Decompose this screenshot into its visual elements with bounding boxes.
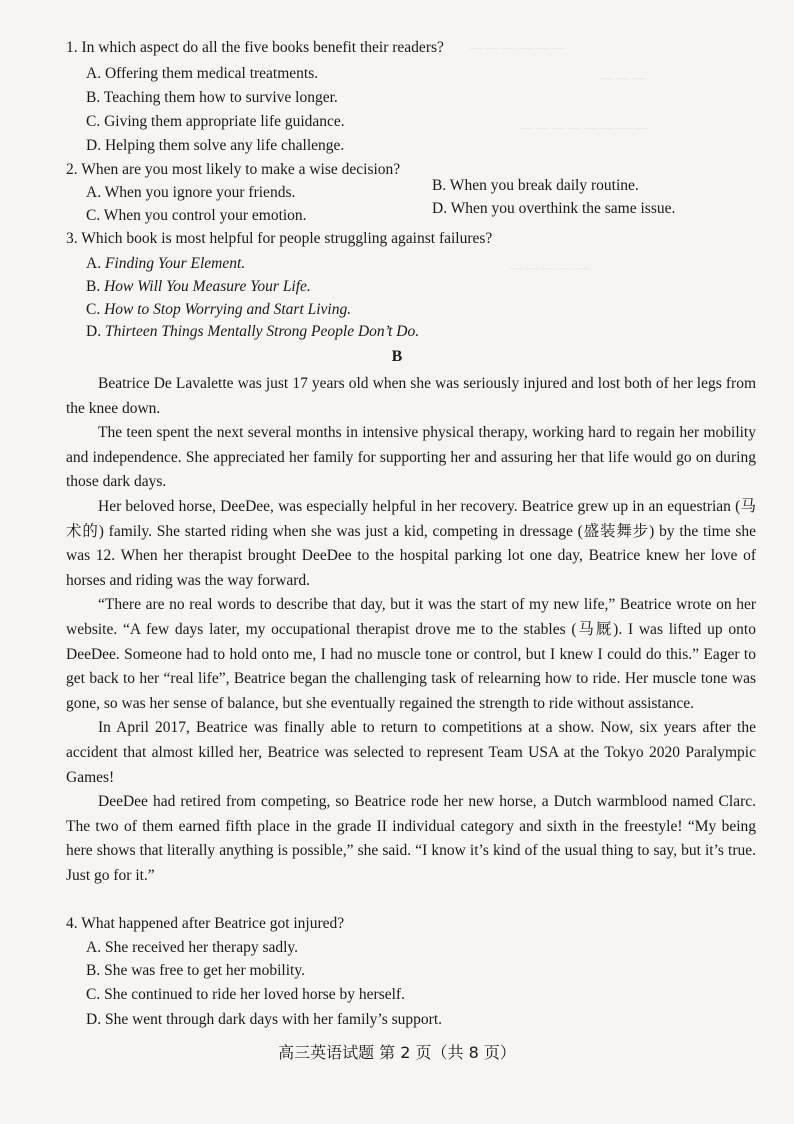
- question-3-option-b: [86, 277, 311, 297]
- bleed-through-mark: — — —: [600, 70, 646, 85]
- question-1-stem: 1. In which aspect do all the five books benefit their readers?: [66, 39, 444, 56]
- question-1-option-b: B. Teaching them how to survive longer.: [86, 89, 338, 106]
- bleed-through-mark: — — — — — — — —: [520, 120, 647, 135]
- question-2-option-d: D. When you overthink the same issue.: [432, 200, 676, 217]
- passage-paragraph: The teen spent the next several months in intensive physical therapy, working hard to regain her mobility and independence. She appreciated her family for supporting her and assuring her that life would go on during those dark days.: [66, 424, 756, 491]
- question-2-option-b: B. When you break daily routine.: [432, 177, 639, 194]
- passage-paragraph: In April 2017, Beatrice was finally able to return to competitions at a show. Now, six years after the accident that almost killed her, Beatrice was selected to represent Team USA at the Tokyo 2020 Paralympic Games!: [66, 719, 756, 786]
- question-4-option-b: B. She was free to get her mobility.: [86, 962, 305, 979]
- question-4-option-d: D. She went through dark days with her family’s support.: [86, 1011, 443, 1028]
- option-letter: B.: [86, 278, 101, 295]
- book-title: Finding Your Element.: [104, 255, 246, 272]
- question-1-option-c: C. Giving them appropriate life guidance.: [86, 113, 345, 130]
- question-2-option-c: C. When you control your emotion.: [86, 207, 307, 224]
- option-letter: D.: [86, 323, 102, 340]
- question-4-option-c: C. She continued to ride her loved horse by herself.: [86, 986, 405, 1003]
- passage-paragraph: Beatrice De Lavalette was just 17 years old when she was seriously injured and lost both of her legs from the knee down.: [66, 375, 756, 417]
- page-footer: 高三英语试题 第 2 页（共 8 页）: [278, 1043, 516, 1062]
- question-2-stem: 2. When are you most likely to make a wise decision?: [66, 161, 401, 178]
- question-3-option-a: [86, 254, 245, 274]
- option-letter: A.: [86, 255, 102, 272]
- book-title: Thirteen Things Mentally Strong People Don’t Do.: [104, 323, 420, 340]
- question-3-option-d: [86, 322, 419, 342]
- question-4-option-a: A. She received her therapy sadly.: [86, 939, 299, 956]
- passage-paragraph: “There are no real words to describe that day, but it was the start of my new life,” Beatrice wrote on her website. “A few days later, my occupational therapist drove me to the stables (马厩). I was lifted up onto DeeDee. Someone had to hold onto me, I had no muscle tone or control, but I knew I could do this.” Eager to get back to her “real life”, Beatrice began the challenging task of relearning how to ride. Her muscle tone was gone, so was her sense of balance, but she eventually regained the strength to ride without assistance.: [66, 596, 756, 712]
- passage-b: [66, 372, 756, 888]
- option-letter: C.: [86, 301, 101, 318]
- bleed-through-mark: — — — — — —: [470, 40, 565, 55]
- section-heading: B: [391, 348, 403, 365]
- question-2-option-a: A. When you ignore your friends.: [86, 184, 296, 201]
- book-title: How to Stop Worrying and Start Living.: [104, 301, 352, 318]
- question-3-stem: 3. Which book is most helpful for people struggling against failures?: [66, 230, 493, 247]
- passage-paragraph: DeeDee had retired from competing, so Beatrice rode her new horse, a Dutch warmblood named Clarc. The two of them earned fifth place in the grade II individual category and sixth in the freestyle! “My being here shows that literally anything is possible,” she said. “I know it’s kind of the usual thing to say, but it’s true. Just go for it.”: [66, 793, 756, 884]
- passage-paragraph: Her beloved horse, DeeDee, was especially helpful in her recovery. Beatrice grew up in an equestrian (马术的) family. She started riding when she was just a kid, competing in dressage (盛装舞步) by the time she was 12. When her therapist brought DeeDee to the hospital parking lot one day, Beatrice knew her love of horses and riding was the way forward.: [66, 497, 756, 589]
- question-1-option-a: A. Offering them medical treatments.: [86, 65, 319, 82]
- book-title: How Will You Measure Your Life.: [104, 278, 311, 295]
- question-1-option-d: D. Helping them solve any life challenge.: [86, 137, 345, 154]
- question-3-option-c: [86, 300, 351, 320]
- question-4-stem: 4. What happened after Beatrice got injured?: [66, 915, 345, 932]
- bleed-through-mark: — — — — —: [510, 260, 588, 275]
